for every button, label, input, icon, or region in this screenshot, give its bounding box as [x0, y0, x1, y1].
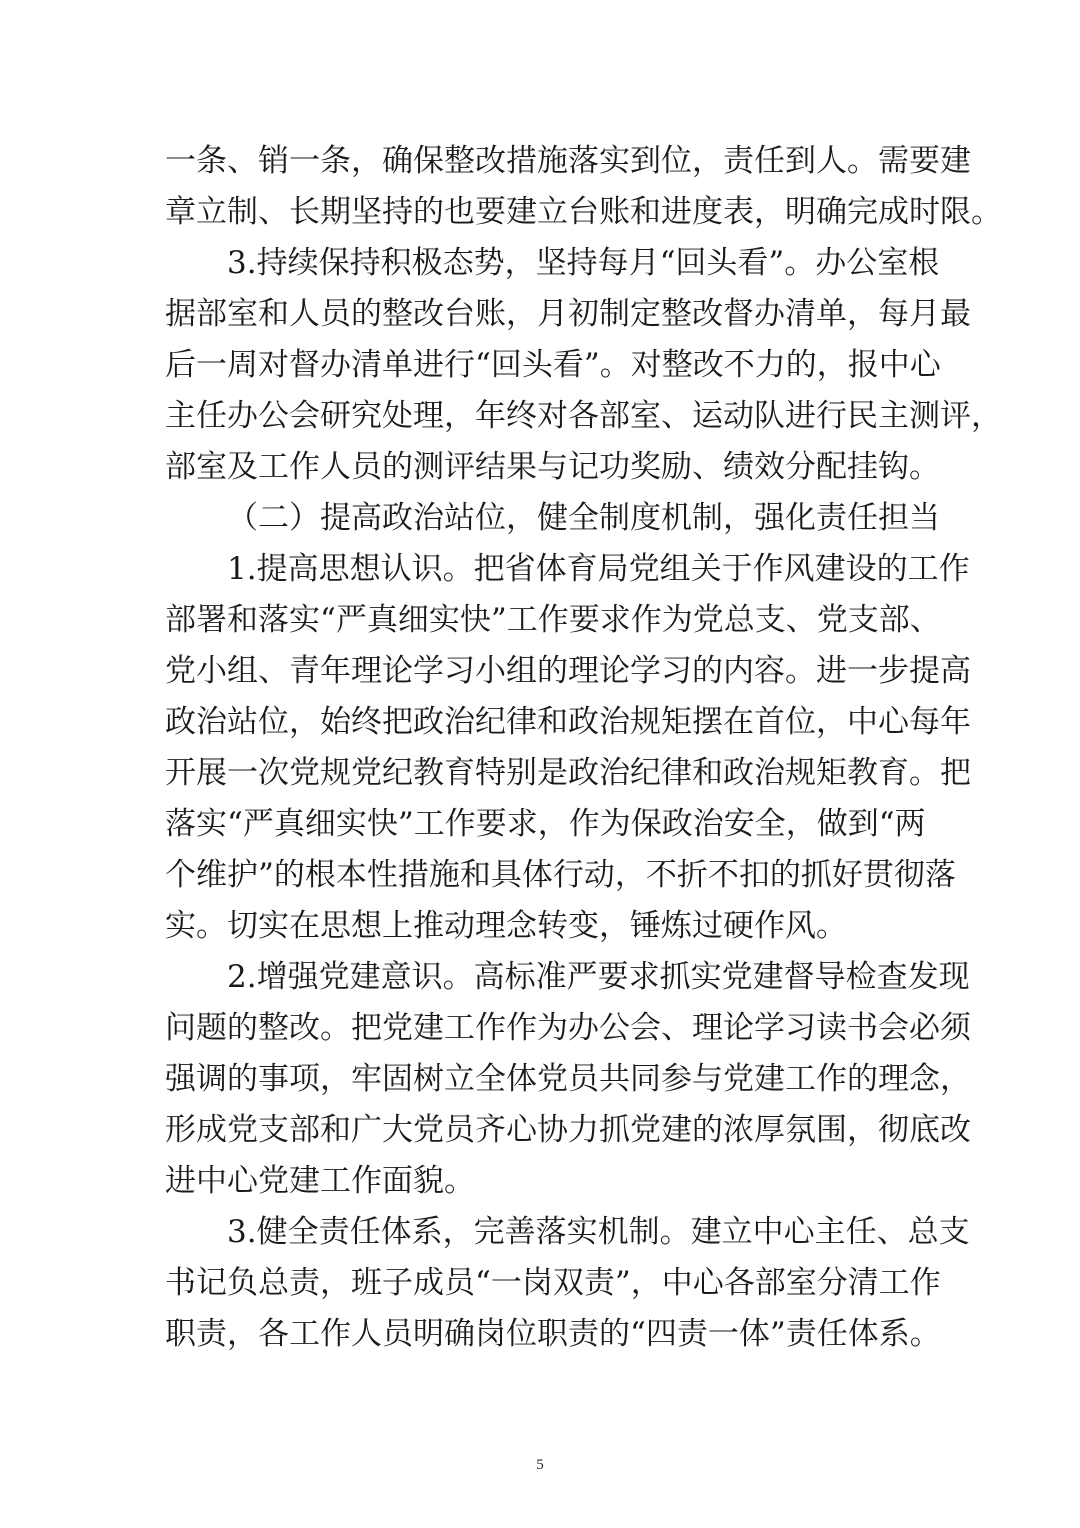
text-line: 强调的事项，牢固树立全体党员共同参与党建工作的理念， — [165, 1061, 971, 1097]
paragraph-start-line: 3.持续保持积极态势，坚持每月“回头看”。办公室根 — [227, 245, 940, 281]
text-line: 形成党支部和广大党员齐心协力抓党建的浓厚氛围，彻底改 — [165, 1112, 971, 1148]
text-line: 职责，各工作人员明确岗位职责的“四责一体”责任体系。 — [165, 1316, 941, 1352]
text-line: 部室及工作人员的测评结果与记功奖励、绩效分配挂钩。 — [165, 449, 940, 485]
text-line: 章立制、长期坚持的也要建立台账和进度表，明确完成时限。 — [165, 194, 1002, 230]
section-heading: （二）提高政治站位，健全制度机制，强化责任担当 — [227, 500, 940, 536]
paragraph-start-line: 2.增强党建意识。高标准严要求抓实党建督导检查发现 — [227, 959, 970, 995]
text-line: 党小组、青年理论学习小组的理论学习的内容。进一步提高 — [165, 653, 971, 689]
text-line: 后一周对督办清单进行“回头看”。对整改不力的，报中心 — [165, 347, 941, 383]
text-line: 书记负总责，班子成员“一岗双责”，中心各部室分清工作 — [165, 1265, 941, 1301]
text-line: 落实“严真细实快”工作要求，作为保政治安全，做到“两 — [165, 806, 926, 842]
text-line: 问题的整改。把党建工作作为办公会、理论学习读书会必须 — [165, 1010, 971, 1046]
paragraph-start-line: 1.提高思想认识。把省体育局党组关于作风建设的工作 — [227, 551, 970, 587]
paragraph-start-line: 3.健全责任体系，完善落实机制。建立中心主任、总支 — [227, 1214, 970, 1250]
text-line: 主任办公会研究处理，年终对各部室、运动队进行民主测评， — [165, 398, 1002, 434]
text-line: 一条、销一条，确保整改措施落实到位，责任到人。需要建 — [165, 143, 971, 179]
document-body — [165, 136, 1002, 1360]
text-line: 实。切实在思想上推动理念转变，锤炼过硬作风。 — [165, 908, 847, 944]
text-line: 据部室和人员的整改台账，月初制定整改督办清单，每月最 — [165, 296, 971, 332]
page-number: 5 — [536, 1457, 544, 1473]
text-line: 个维护”的根本性措施和具体行动，不折不扣的抓好贯彻落 — [165, 857, 956, 893]
text-line: 进中心党建工作面貌。 — [165, 1163, 475, 1199]
text-line: 部署和落实“严真细实快”工作要求作为党总支、党支部、 — [165, 602, 941, 638]
text-line: 政治站位，始终把政治纪律和政治规矩摆在首位，中心每年 — [165, 704, 971, 740]
text-line: 开展一次党规党纪教育特别是政治纪律和政治规矩教育。把 — [165, 755, 971, 791]
